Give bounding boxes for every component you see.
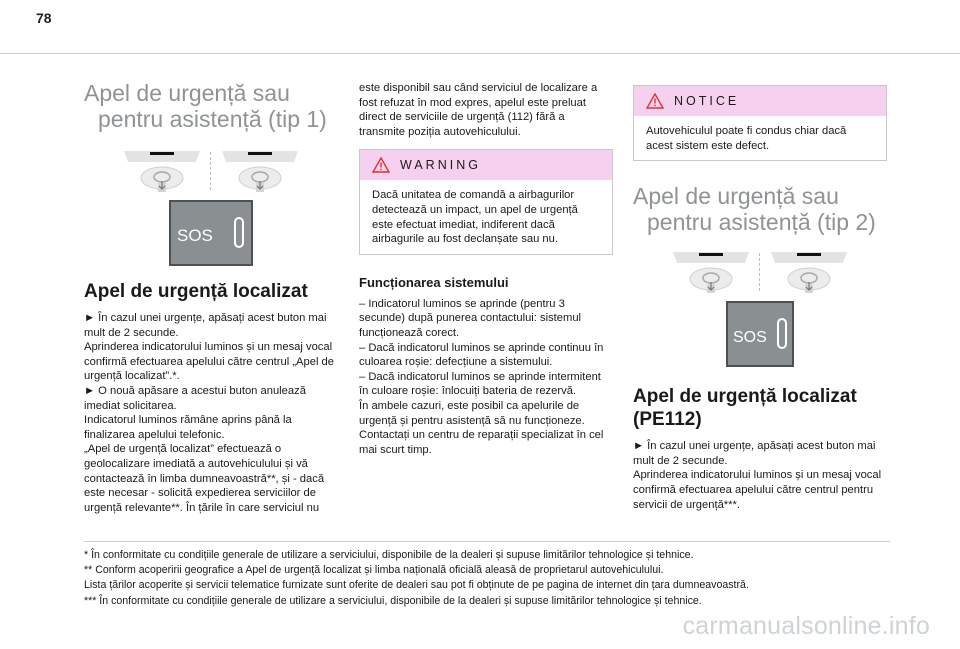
notice-text: Autovehiculul poate fi condus chiar dacă acest sistem este defect. — [646, 125, 847, 152]
body-text-col1 — [84, 311, 338, 515]
section-title-type-1: Apel de urgență sau pentru asistență (tip 1) — [84, 80, 327, 132]
column-1 — [84, 80, 338, 515]
paragraph: Aprinderea indicatorului luminos și un mesaj vocal confirmă efectuarea apelului către centrul „Apel de urgență localizat”.*. — [84, 341, 334, 383]
footnote: ** Conform acoperirii geografice a Apel de urgență localizat și limba națională oficială aleasă de proprietarul autovehiculului. — [84, 564, 664, 577]
column-3 — [633, 85, 887, 512]
top-divider — [0, 53, 960, 54]
page-number: 78 — [36, 10, 52, 26]
notice-label: NOTICE — [674, 94, 740, 108]
paragraph: – Dacă indicatorul luminos se aprinde continuu în culoarea roșie: defecțiune a sistemului. — [359, 341, 604, 369]
paragraph: În ambele cazuri, este posibil ca apelurile de urgență și pentru asistență să nu funcționeze. — [359, 399, 585, 427]
sos-button-icon — [726, 301, 794, 367]
watermark: carmanualsonline.info — [682, 612, 930, 640]
sos-button-icon — [169, 200, 253, 266]
body-text-col2 — [359, 297, 613, 458]
divider — [759, 253, 761, 291]
paragraph: – Indicatorul luminos se aprinde (pentru 3 secunde) după punerea contactului: sistemul funcționează corect. — [359, 297, 582, 339]
body-text-col3 — [633, 439, 887, 512]
paragraph: ► O nouă apăsare a acestui buton anulează imediat solicitarea. — [84, 384, 306, 412]
footnotes — [84, 541, 890, 609]
section-title-type-2: Apel de urgență sau pentru asistență (tip 2) — [633, 183, 876, 236]
sos-label: SOS — [733, 329, 767, 347]
steering-wheel-diagrams — [84, 148, 338, 192]
notice-box — [633, 85, 887, 161]
footnote: *** În conformitate cu condițiile generale de utilizare a serviciului, disponibile de la dealeri și supuse limitărilor tehnologice și tehnice. — [84, 594, 702, 607]
warning-box — [359, 149, 613, 254]
paragraph: Contactați un centru de reparații specializat în cel mai scurt timp. — [359, 429, 604, 456]
divider — [210, 152, 212, 190]
warning-text: Dacă unitatea de comandă a airbagurilor detectează un impact, un apel de urgență este efectuat imediat, indiferent dacă airbagurile au fost declanșate sau nu. — [372, 189, 578, 246]
paragraph: – Dacă indicatorul luminos se aprinde intermitent în culoare roșie: înlocuiți bateria de rezervă. — [359, 370, 601, 398]
paragraph: „Apel de urgență localizat” efectuează o geolocalizare imediată a autovehiculului și vă contactează în limba dumneavoastră**, și - dacă este necesar - solicită expedierea serviciilor de urgență relevante**. În țările în care serviciul nu — [84, 443, 325, 514]
paragraph: Indicatorul luminos rămâne aprins până la finalizarea apelului telefonic. — [84, 414, 292, 441]
warning-label: WARNING — [400, 158, 481, 173]
footnote: * În conformitate cu condițiile generale de utilizare a serviciului, disponibile de la dealeri și supuse limitărilor tehnologice și tehnice. — [84, 549, 694, 561]
steering-wheel-right-icon — [769, 249, 849, 293]
paragraph: ► În cazul unei urgențe, apăsați acest buton mai mult de 2 secunde. — [84, 312, 327, 339]
intro-text: este disponibil sau când serviciul de localizare a fost refuzat în mod expres, apelul este preluat direct de serviciile de urgență (112) fără a transmite poziția autovehiculului. — [359, 82, 598, 138]
steering-wheel-diagrams — [633, 249, 887, 293]
steering-wheel-left-icon — [122, 148, 202, 192]
paragraph: Aprinderea indicatorului luminos și un mesaj vocal confirmă efectuarea apelului către centrul pentru servicii de urgență***. — [633, 469, 882, 511]
notice-header — [634, 86, 886, 116]
subheading-localized-call-pe112: Apel de urgență localizat (PE112) — [633, 386, 857, 431]
warning-triangle-icon — [646, 93, 664, 109]
sos-label: SOS — [177, 226, 213, 245]
paragraph: ► În cazul unei urgențe, apăsați acest buton mai mult de 2 secunde. — [633, 440, 876, 467]
column-2 — [359, 81, 613, 457]
footnote: Lista țărilor acoperite și servicii telematice furnizate sunt oferite de dealeri sau pot fi obținute de pe pagina de internet din țara dumneavoastră. — [84, 579, 749, 592]
steering-wheel-left-icon — [671, 249, 751, 293]
warning-header — [360, 150, 612, 180]
steering-wheel-right-icon — [220, 148, 300, 192]
subheading-system-operation: Funcționarea sistemului — [359, 274, 509, 290]
subheading-localized-call: Apel de urgență localizat — [84, 281, 308, 302]
warning-triangle-icon — [372, 157, 390, 173]
